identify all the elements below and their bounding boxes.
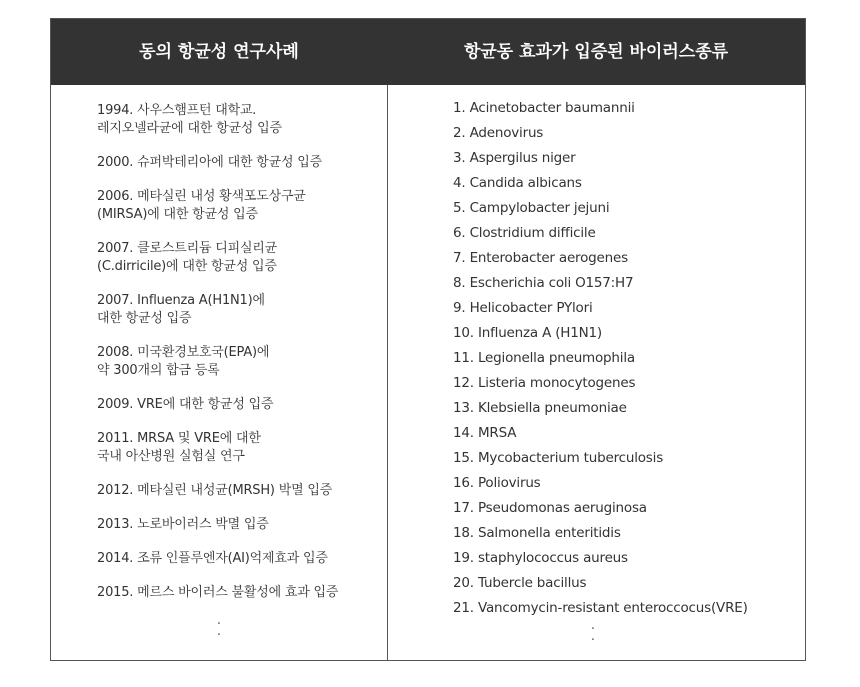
case-line: 2014. 조류 인플루엔자(AI)억제효과 입증 [97,551,328,566]
case-line: (C.dirricile)에 대한 항균성 입증 [97,259,277,274]
list-item: 1. Acinetobacter baumannii [453,100,635,116]
list-item: 14. MRSA [453,425,517,441]
case-line: 2000. 슈퍼박테리아에 대한 항균성 입증 [97,155,322,170]
case-line: (MIRSA)에 대한 항균성 입증 [97,207,258,222]
continuation-dots-left: · · [216,617,222,643]
list-item: 9. Helicobacter PYlori [453,300,593,316]
list-item: 12. Listeria monocytogenes [453,375,636,391]
list-item: 20. Tubercle bacillus [453,575,587,591]
list-item [97,188,377,224]
list-item [97,516,377,534]
list-item: 18. Salmonella enteritidis [453,525,621,541]
left-column-title: 동의 항균성 연구사례 [139,42,299,62]
list-item: 13. Klebsiella pneumoniae [453,400,627,416]
list-item: 15. Mycobacterium tuberculosis [453,450,664,466]
case-line: 2012. 메타실린 내성균(MRSH) 박멸 입증 [97,483,333,498]
list-item: 3. Aspergilus niger [453,150,576,166]
case-line: 대한 항균성 입증 [97,311,192,326]
list-item [97,344,377,380]
comparison-table [50,18,806,661]
list-item: 8. Escherichia coli O157:H7 [453,275,634,291]
column-divider [387,85,388,660]
list-item: 7. Enterobacter aerogenes [453,250,628,266]
list-item: 21. Vancomycin-resistant enteroccocus(VRE) [453,600,748,616]
list-item [97,396,377,414]
list-item: 16. Poliovirus [453,475,541,491]
list-item [97,240,377,276]
list-item [97,550,377,568]
case-line: 레지오넬라균에 대한 항균성 입증 [97,121,282,136]
list-item: 10. Influenza A (H1N1) [453,325,602,341]
list-item [97,154,377,172]
list-item: 6. Clostridium difficile [453,225,596,241]
case-line: 2009. VRE에 대한 항균성 입증 [97,397,274,412]
research-cases-list [97,102,377,618]
list-item: 5. Campylobacter jejuni [453,200,610,216]
case-line: 2015. 메르스 바이러스 불활성에 효과 입증 [97,585,339,600]
list-item [97,102,377,138]
case-line: 2008. 미국환경보호국(EPA)에 [97,345,270,360]
list-item [97,584,377,602]
list-item: 19. staphylococcus aureus [453,550,628,566]
list-item [97,430,377,466]
list-item [97,482,377,500]
right-column-title: 항균동 효과가 입증된 바이러스종류 [463,42,729,62]
case-line: 2013. 노로바이러스 박멸 입증 [97,517,269,532]
list-item: 11. Legionella pneumophila [453,350,635,366]
list-item: 2. Adenovirus [453,125,544,141]
list-item [97,292,377,328]
table-header [51,19,805,85]
list-item: 17. Pseudomonas aeruginosa [453,500,647,516]
case-line: 2006. 메타실린 내성 황색포도상구균 [97,189,306,204]
list-item: 4. Candida albicans [453,175,582,191]
case-line: 2007. 클로스트리듐 디피실리균 [97,241,278,256]
case-line: 국내 아산병원 실험실 연구 [97,449,245,464]
continuation-dots-right: · · [590,622,596,648]
case-line: 1994. 사우스햄프턴 대학교. [97,103,257,118]
case-line: 2011. MRSA 및 VRE에 대한 [97,431,261,446]
case-line: 2007. Influenza A(H1N1)에 [97,293,265,308]
case-line: 약 300개의 합금 등록 [97,363,220,378]
virus-list [453,96,798,621]
